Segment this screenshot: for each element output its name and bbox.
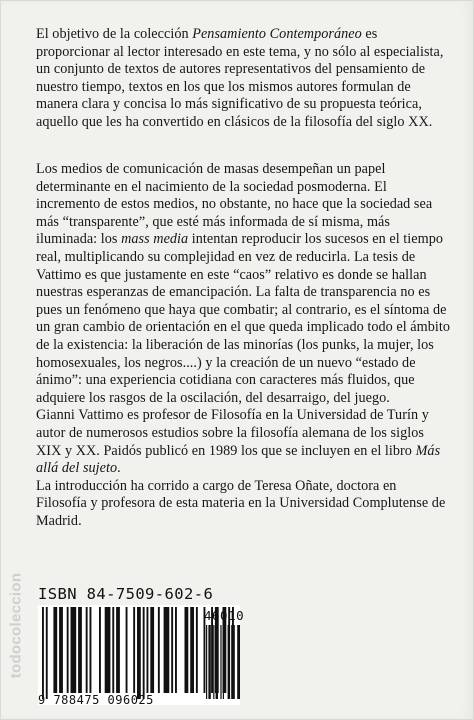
barcode-bar <box>223 625 224 699</box>
barcode-addon-digits: 46010 <box>204 608 245 623</box>
isbn-label: ISBN 84-7509-602-6 <box>38 585 214 603</box>
barcode-bar <box>116 607 120 693</box>
barcode-bar <box>143 607 145 699</box>
watermark: todocoleccion <box>7 572 25 678</box>
barcode-bar <box>42 607 44 699</box>
barcode-bar <box>90 607 92 693</box>
author-bio-paragraph: Gianni Vattimo es profesor de Filosofía en la Universidad de Turín y autor de numerosos estudios sobre la filosofía alemana de los siglos XIX y XX. Paidós publicó en 1989 los que se incluyen en el libro Más allá del sujeto. <box>36 407 441 477</box>
barcode-bar <box>208 625 210 699</box>
barcode-bar <box>59 607 63 693</box>
barcode-bar <box>71 607 77 693</box>
barcode-bar <box>220 625 221 699</box>
barcode-ean-digits: 9 788475 096025 <box>38 693 154 707</box>
barcode-bar <box>185 607 189 693</box>
barcode-bar <box>133 607 135 693</box>
barcode-bar <box>175 607 177 693</box>
barcode-bar <box>228 625 230 699</box>
barcode-bar <box>112 607 114 693</box>
introduction-credit-paragraph: La introducción ha corrido a cargo de Teresa Oñate, doctora en Filosofía y profesora de esta materia en la Universidad Complutense de Madrid. <box>36 477 446 529</box>
barcode-bar <box>150 607 154 693</box>
barcode-bar <box>78 607 82 693</box>
barcode-bar <box>137 607 141 699</box>
barcode-bar <box>213 625 214 699</box>
barcode-bar <box>237 625 240 699</box>
barcode-bar <box>234 625 235 699</box>
barcode-bar <box>158 607 160 693</box>
barcode-bar <box>99 607 101 693</box>
barcode-bar <box>196 607 198 693</box>
barcode-bar <box>86 607 88 693</box>
collection-intro-paragraph: El objetivo de la colección Pensamiento Contemporáneo es proporcionar al lector interesado en este tema, y no sólo al especialista, un conjunto de textos de autores representativos del pensamiento de nuestro tiempo, textos en los que los mismos autores formulan de manera clara y concisa lo más significativo de su propuesta teórica, aquello que les ha convertido en clásicos de la filosofía del siglo XX. <box>36 26 444 130</box>
barcode-bar <box>190 607 194 693</box>
barcode-bar <box>216 625 218 699</box>
barcode-bar <box>164 607 170 693</box>
barcode-bar <box>67 607 69 693</box>
barcode-bar <box>46 607 48 699</box>
barcode-bar <box>126 607 128 693</box>
barcode-bar <box>147 607 149 693</box>
barcode-bar <box>105 607 111 693</box>
description-paragraph: Los medios de comunicación de masas desempeñan un papel determinante en el nacimiento de la sociedad posmoderna. El incremento de estos medios, no obstante, no hace que la sociedad sea más “transparente”, que esté más informada de sí misma, más iluminada: los mass media intentan reproducir los sucesos en el tiempo real, multiplicando su complejidad en vez de reducirla. La tesis de Vattimo es que justamente en este “caos” relativo es donde se hallan nuestras esperanzas de emancipación. La falta de transparencia no es pues un fenómeno que haya que combatir; al contrario, es el síntoma de un gran cambio de orientación en el que queda implicado todo el ámbito de la existencia: la liberación de las minorías (los punks, la mujer, los homosexuales, los negros....) y la creación de un nuevo “estado de ánimo”: una experiencia cotidiana con caracteres más fluidos, que adquiere los rasgos de la oscilación, del desarraigo, del juego. <box>36 161 451 406</box>
barcode-bar <box>53 607 57 693</box>
barcode-bar <box>171 607 173 693</box>
barcode-bar <box>206 625 207 699</box>
barcode-bar <box>231 625 232 699</box>
book-description <box>36 161 450 530</box>
